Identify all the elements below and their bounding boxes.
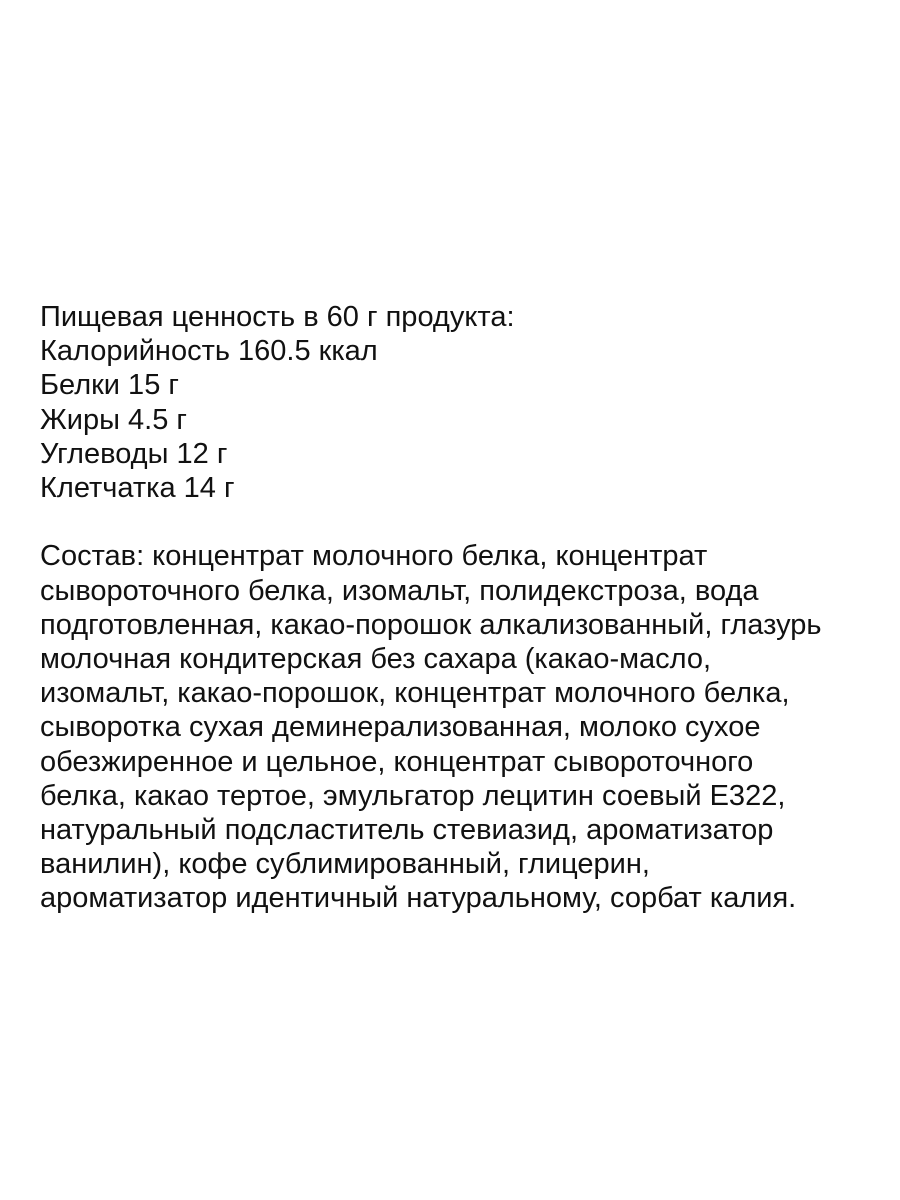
composition-section <box>40 539 870 915</box>
composition-line: сывороточного белка, изомальт, полидекстроза, вода <box>40 574 759 607</box>
composition-line: натуральный подсластитель стевиазид, ароматизатор <box>40 814 774 847</box>
composition-line: подготовленная, какао-порошок алкализованный, глазурь <box>40 608 822 641</box>
composition-line: ароматизатор идентичный натуральному, сорбат калия. <box>40 882 797 915</box>
nutrition-heading: Пищевая ценность в 60 г продукта: <box>40 301 515 333</box>
nutrition-row-carbohydrates: Углеводы 12 г <box>40 437 228 470</box>
nutrition-row-fiber: Клетчатка 14 г <box>40 472 235 505</box>
product-info-document <box>40 300 870 916</box>
nutrition-row-protein: Белки 15 г <box>40 369 179 402</box>
composition-line: обезжиренное и цельное, концентрат сывороточного <box>40 745 754 778</box>
nutrition-row-fat: Жиры 4.5 г <box>40 403 187 436</box>
composition-line: сыворотка сухая деминерализованная, молоко сухое <box>40 711 761 744</box>
composition-line: Состав: концентрат молочного белка, концентрат <box>40 540 708 573</box>
composition-line: белка, какао тертое, эмульгатор лецитин соевый Е322, <box>40 779 786 812</box>
composition-line: молочная кондитерская без сахара (какао-масло, <box>40 643 712 676</box>
composition-line: изомальт, какао-порошок, концентрат молочного белка, <box>40 677 790 710</box>
section-spacer <box>40 505 870 539</box>
composition-line: ванилин), кофе сублимированный, глицерин, <box>40 848 650 881</box>
nutrition-facts-section <box>40 300 870 505</box>
nutrition-row-calories: Калорийность 160.5 ккал <box>40 335 378 368</box>
